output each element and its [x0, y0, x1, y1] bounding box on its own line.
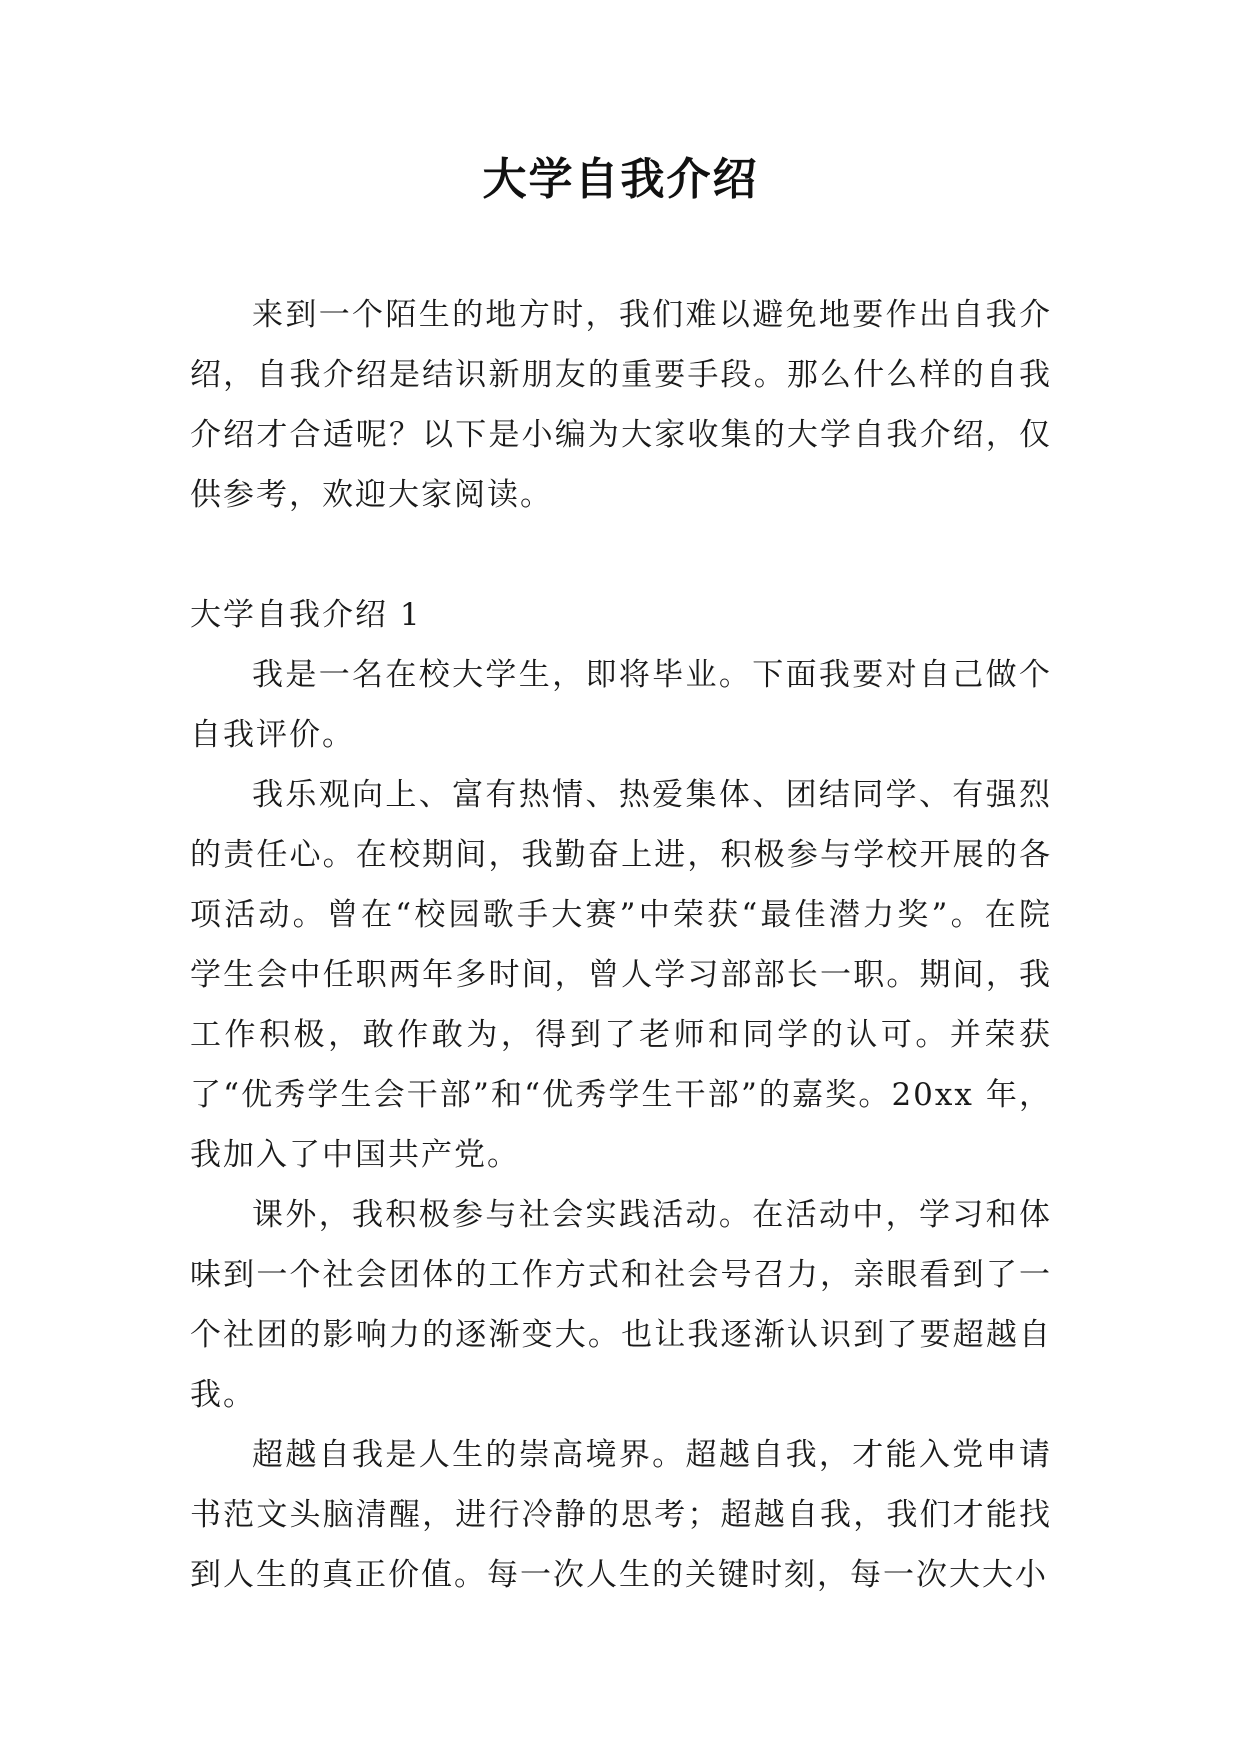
- document-body: [190, 285, 1052, 1605]
- intro-paragraph: 来到一个陌生的地方时，我们难以避免地要作出自我介绍，自我介绍是结识新朋友的重要手段。那么什么样的自我介绍才合适呢？以下是小编为大家收集的大学自我介绍，仅供参考，欢迎大家阅读。: [190, 297, 1052, 513]
- body-paragraph-1: 我是一名在校大学生，即将毕业。下面我要对自己做个自我评价。: [190, 657, 1052, 753]
- body-paragraph-2: 我乐观向上、富有热情、热爱集体、团结同学、有强烈的责任心。在校期间，我勤奋上进，积极参与学校开展的各项活动。曾在“校园歌手大赛”中荣获“最佳潜力奖”。在院学生会中任职两年多时间，曾人学习部部长一职。期间，我工作积极，敢作敢为，得到了老师和同学的认可。并荣获了“优秀学生会干部”和“优秀学生干部”的嘉奖。20xx 年，我加入了中国共产党。: [190, 777, 1052, 1173]
- document-title: 大学自我介绍: [482, 154, 759, 205]
- section-heading: 大学自我介绍 1: [190, 597, 422, 633]
- body-paragraph-4: 超越自我是人生的崇高境界。超越自我，才能入党申请书范文头脑清醒，进行冷静的思考；超越自我，我们才能找到人生的真正价值。每一次人生的关键时刻，每一次大大小: [190, 1437, 1052, 1593]
- body-paragraph-3: 课外，我积极参与社会实践活动。在活动中，学习和体味到一个社会团体的工作方式和社会号召力，亲眼看到了一个社团的影响力的逐渐变大。也让我逐渐认识到了要超越自我。: [190, 1197, 1052, 1413]
